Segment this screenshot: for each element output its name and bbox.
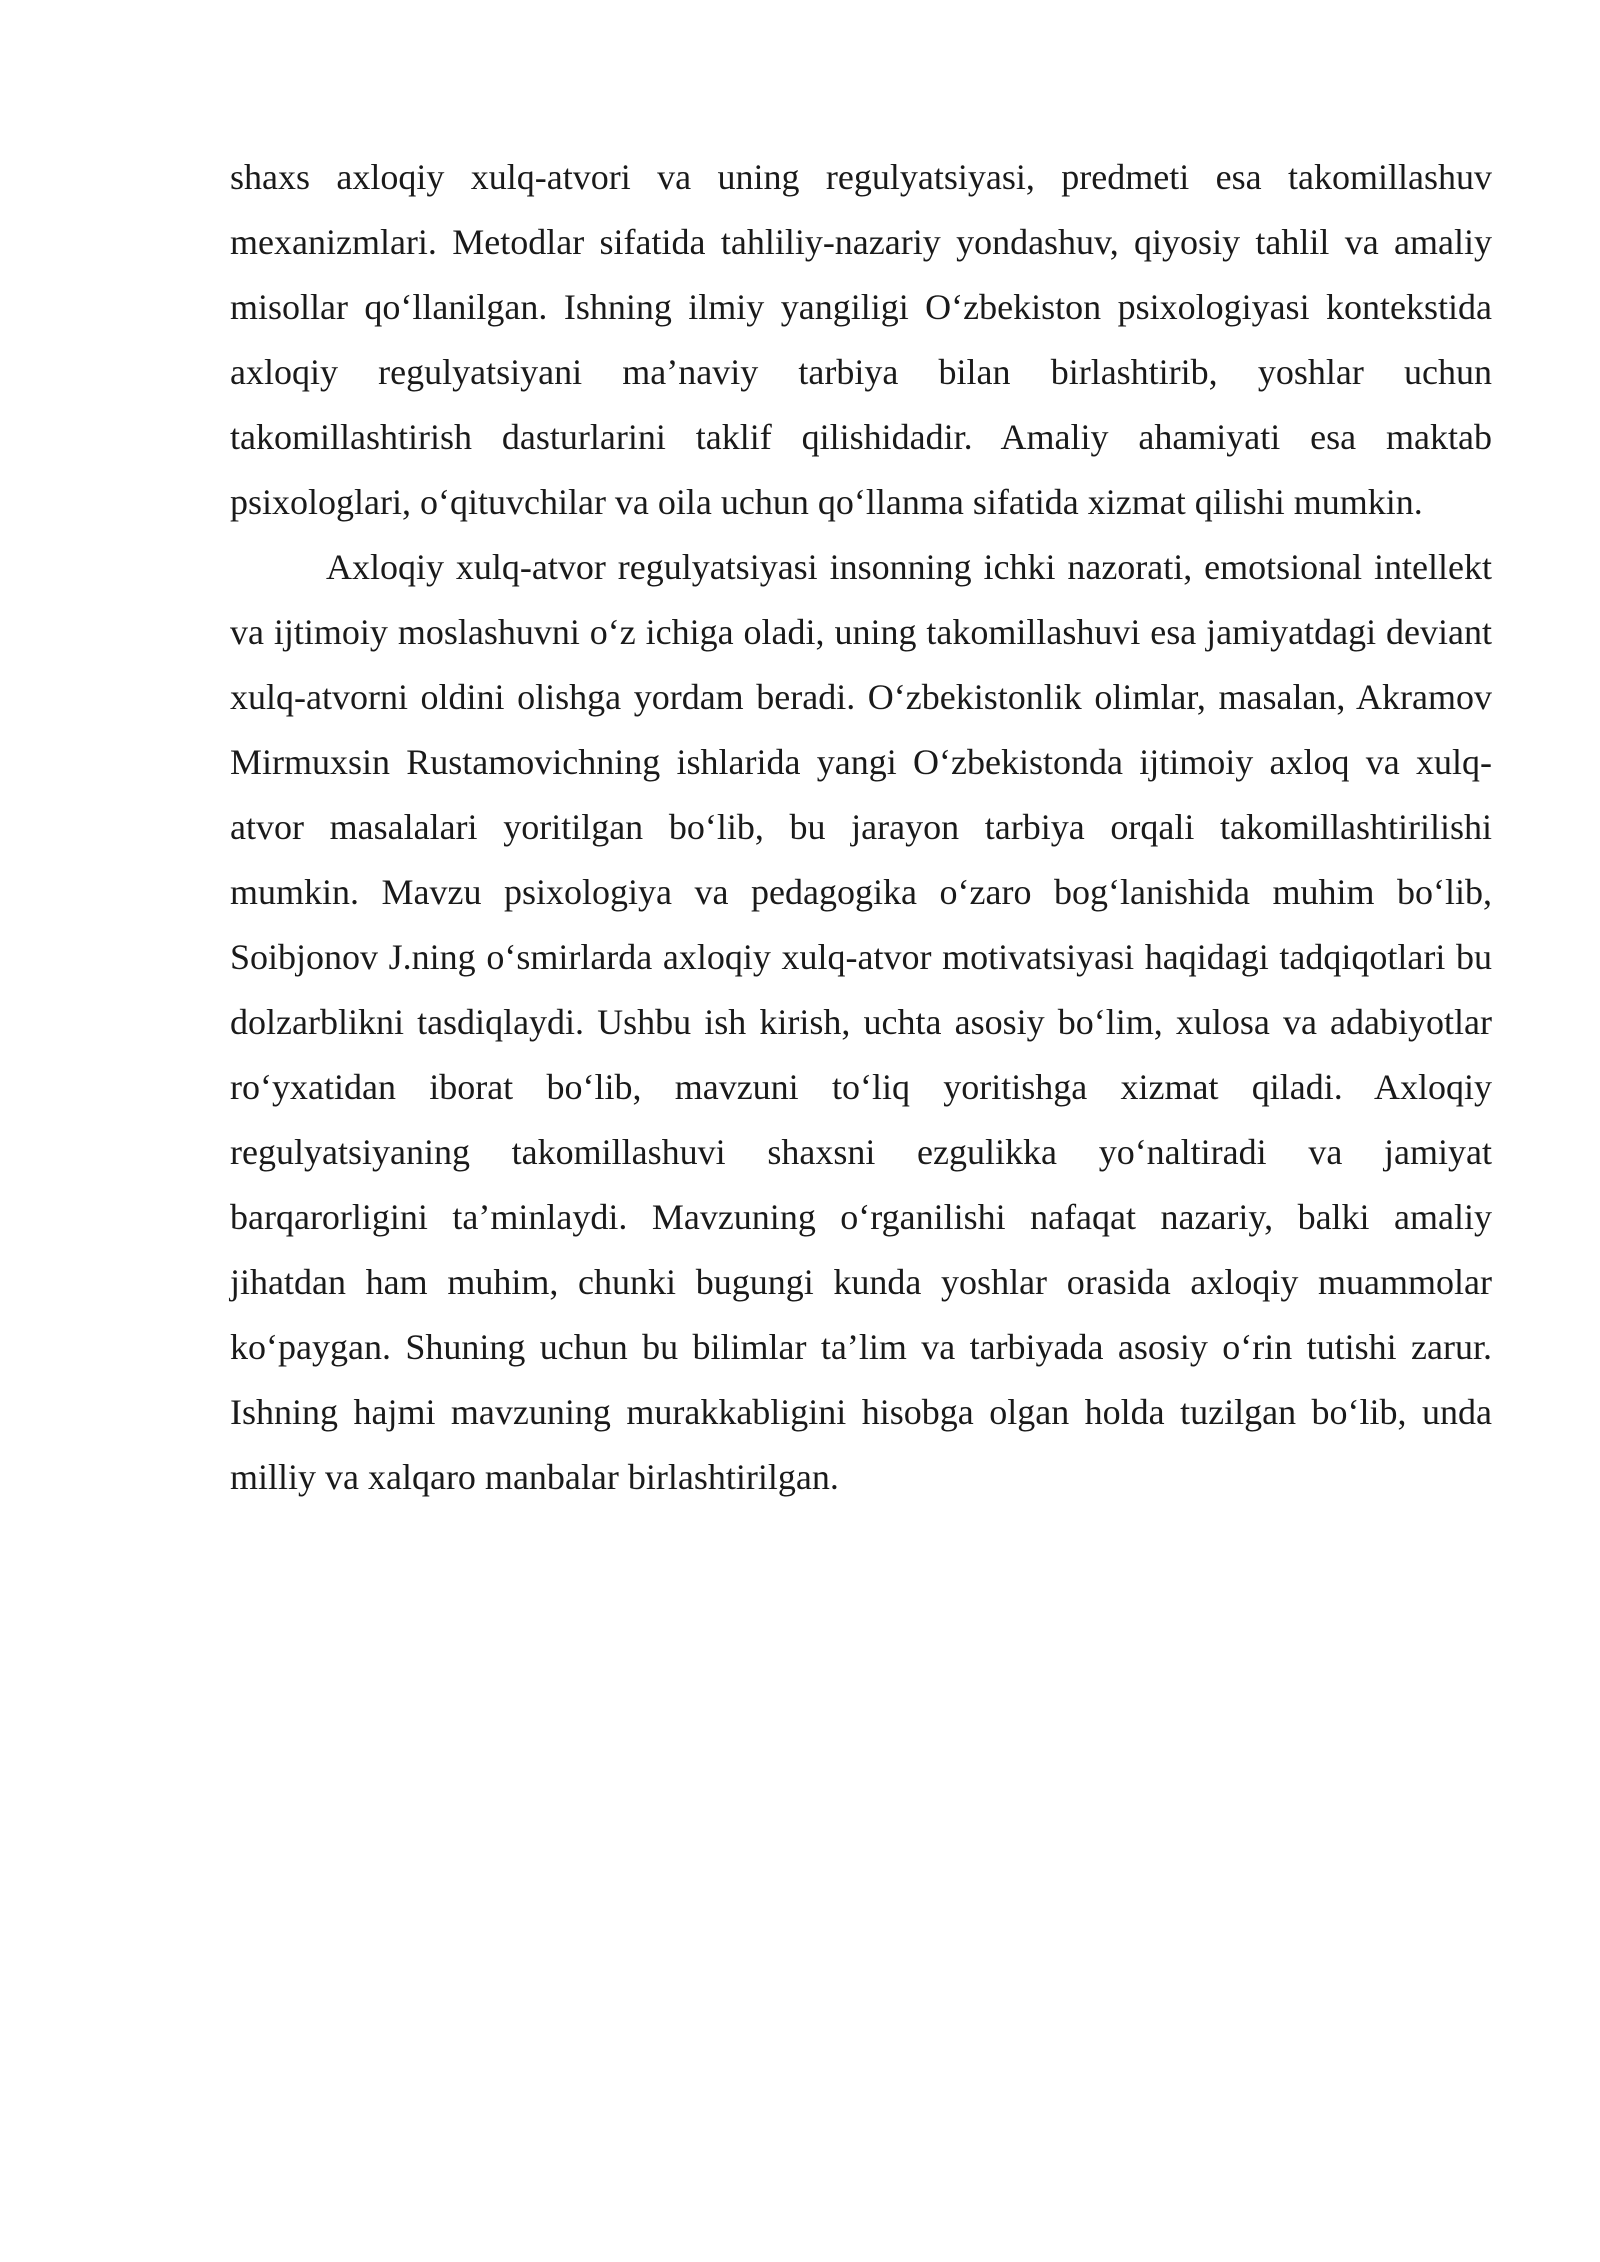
- paragraph-indented: Axloqiy xulq-atvor regulyatsiyasi insonning ichki nazorati, emotsional intellekt va ijtimoiy moslashuvni o‘z ichiga oladi, uning takomillashuvi esa jamiyatdagi deviant xulq-atvorni oldini olishga yordam beradi. O‘zbekistonlik olimlar, masalan, Akramov Mirmuxsin Rustamovichning ishlarida yangi O‘zbekistonda ijtimoiy axloq va xulq-atvor masalalari yoritilgan bo‘lib, bu jarayon tarbiya orqali takomillashtirilishi mumkin. Mavzu psixologiya va pedagogika o‘zaro bog‘lanishida muhim bo‘lib, Soibjonov J.ning o‘smirlarda axloqiy xulq-atvor motivatsiyasi haqidagi tadqiqotlari bu dolzarblikni tasdiqlaydi. Ushbu ish kirish, uchta asosiy bo‘lim, xulosa va adabiyotlar ro‘yxatidan iborat bo‘lib, mavzuni to‘liq yoritishga xizmat qiladi. Axloqiy regulyatsiyaning takomillashuvi shaxsni ezgulikka yo‘naltiradi va jamiyat barqarorligini ta’minlaydi. Mavzuning o‘rganilishi nafaqat nazariy, balki amaliy jihatdan ham muhim, chunki bugungi kunda yoshlar orasida axloqiy muammolar ko‘paygan. Shuning uchun bu bilimlar ta’lim va tarbiyada asosiy o‘rin tutishi zarur. Ishning hajmi mavzuning murakkabligini hisobga olgan holda tuzilgan bo‘lib, unda milliy va xalqaro manbalar birlashtirilgan.: [230, 547, 1492, 1497]
- body-text: [230, 145, 1492, 1510]
- paragraph-continued: shaxs axloqiy xulq-atvori va uning regulyatsiyasi, predmeti esa takomillashuv mexanizmlari. Metodlar sifatida tahliliy-nazariy yondashuv, qiyosiy tahlil va amaliy misollar qo‘llanilgan. Ishning ilmiy yangiligi O‘zbekiston psixologiyasi kontekstida axloqiy regulyatsiyani ma’naviy tarbiya bilan birlashtirib, yoshlar uchun takomillashtirish dasturlarini taklif qilishidadir. Amaliy ahamiyati esa maktab psixologlari, o‘qituvchilar va oila uchun qo‘llanma sifatida xizmat qilishi mumkin.: [230, 157, 1492, 522]
